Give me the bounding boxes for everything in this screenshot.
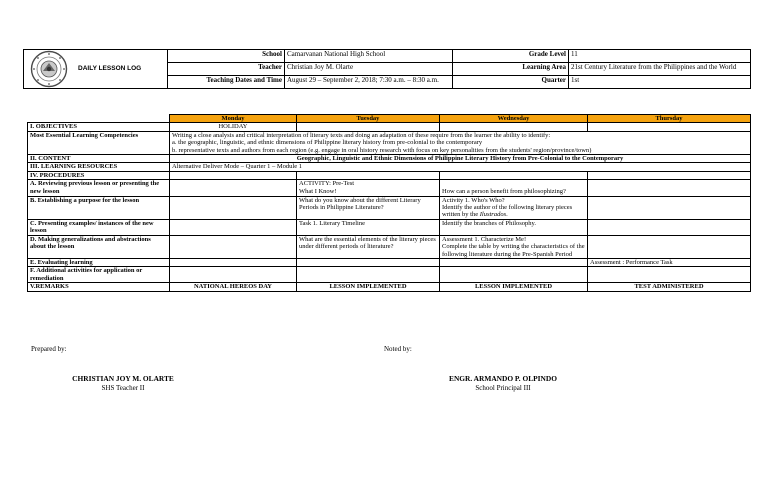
noted-by-label: Noted by: bbox=[384, 345, 412, 353]
day-monday: Monday bbox=[170, 115, 297, 123]
teaching-dates-value: August 29 – September 2, 2018; 7:30 a.m. – 8:30 a.m. bbox=[285, 76, 453, 89]
competency-line: b. representative texts and authors from each region (e.g. engage in oral history research with focus on key personalities from the students' region/province/town) bbox=[172, 146, 592, 154]
procedure-d-row bbox=[28, 235, 751, 258]
objectives-row bbox=[28, 123, 751, 131]
activity-text: Identify the author of the following literary pieces written by the bbox=[442, 204, 573, 219]
procedure-a-wednesday: How can a person benefit from philosophizing? bbox=[440, 180, 588, 196]
procedures-label: IV. PROCEDURES bbox=[28, 171, 170, 179]
lesson-plan-table bbox=[27, 114, 751, 292]
procedure-b-row bbox=[28, 196, 751, 219]
procedure-d-label: D. Making generalizations and abstractions about the lesson bbox=[28, 235, 170, 258]
quarter-value: 1st bbox=[569, 76, 751, 89]
competencies-label: Most Essential Learning Competencies bbox=[28, 131, 170, 154]
remarks-label: V.REMARKS bbox=[28, 283, 170, 291]
content-row bbox=[28, 155, 751, 163]
procedure-a-tuesday: ACTIVITY: Pre-Test What I Know! bbox=[297, 180, 440, 196]
logo-cell bbox=[24, 50, 168, 89]
procedure-f-row bbox=[28, 267, 751, 283]
resources-label: III. LEARNING RESOURCES bbox=[28, 163, 170, 171]
noted-by-block bbox=[438, 375, 568, 392]
teacher-value: Christian Joy M. Olarte bbox=[285, 63, 453, 76]
procedure-b-label: B. Establishing a purpose for the lesson bbox=[28, 196, 170, 219]
noted-by-name: ENGR. ARMANDO P. OLPINDO bbox=[449, 374, 557, 383]
teacher-label: Teacher bbox=[168, 63, 285, 76]
procedure-c-label: C. Presenting examples/ instances of the new lesson bbox=[28, 219, 170, 235]
prepared-by-name: CHRISTIAN JOY M. OLARTE bbox=[72, 374, 174, 383]
procedure-c-wednesday: Identify the branches of Philosophy. bbox=[440, 219, 588, 235]
quarter-label: Quarter bbox=[453, 76, 569, 89]
procedure-d-wednesday: Assessment 1. Characterize Me! Complete the table by writing the characteristics of the following literature during the Pre-Spanish Period bbox=[440, 235, 588, 258]
day-header-row bbox=[28, 115, 751, 123]
teaching-dates-label: Teaching Dates and Time bbox=[168, 76, 285, 89]
competencies-row bbox=[28, 131, 751, 154]
noted-by-title: School Principal III bbox=[475, 383, 531, 392]
procedure-b-tuesday: What do you know about the different Literary Periods in Philippine Literature? bbox=[297, 196, 440, 219]
procedure-e-label: E. Evaluating learning bbox=[28, 258, 170, 266]
prepared-by-title: SHS Teacher II bbox=[101, 383, 145, 392]
procedure-b-wednesday: Activity 1. Who's Who? Identify the author of the following literary pieces written by the Ilustrados. bbox=[440, 196, 588, 219]
day-thursday: Thursday bbox=[588, 115, 751, 123]
school-label: School bbox=[168, 50, 285, 63]
prepared-by-block bbox=[58, 375, 188, 392]
objectives-label: I. OBJECTIVES bbox=[28, 123, 170, 131]
remarks-wednesday: LESSON IMPLEMENTED bbox=[440, 283, 588, 291]
activity-title: Activity 1. Who's Who? bbox=[442, 196, 505, 204]
resources-row bbox=[28, 163, 751, 171]
remarks-tuesday: LESSON IMPLEMENTED bbox=[297, 283, 440, 291]
content-text: Geographic, Linguistic and Ethnic Dimensions of Philippine Literary History from Pre-Colonial to the Contemporary bbox=[170, 155, 751, 163]
monday-holiday: HOLIDAY bbox=[170, 123, 297, 131]
grade-level-label: Grade Level bbox=[453, 50, 569, 63]
procedure-a-label: A. Reviewing previous lesson or presenting the new lesson bbox=[28, 180, 170, 196]
learning-area-value: 21st Century Literature from the Philippines and the World bbox=[569, 63, 751, 76]
document-title: DAILY LESSON LOG bbox=[78, 64, 142, 72]
competency-line: Writing a close analysis and critical interpretation of literary texts and doing an adaptation of these require from the learner the ability to identify: bbox=[172, 131, 551, 139]
procedure-e-row bbox=[28, 258, 751, 266]
header-table bbox=[23, 49, 751, 89]
remarks-monday: NATIONAL HEREOS DAY bbox=[170, 283, 297, 291]
content-label: II. CONTENT bbox=[28, 155, 170, 163]
procedure-e-thursday: Assessment : Performance Task bbox=[588, 258, 751, 266]
deped-seal-logo bbox=[30, 50, 68, 88]
resources-text: Alternative Deliver Mode – Quarter 1 – Module 1 bbox=[170, 163, 751, 171]
prepared-by-label: Prepared by: bbox=[31, 345, 67, 353]
competency-line: a. the geographic, linguistic, and ethnic dimensions of Philippine literary history from pre-colonial to the contemporary bbox=[172, 139, 483, 147]
remarks-row bbox=[28, 283, 751, 291]
procedure-c-tuesday: Task 1. Literary Timeline bbox=[297, 219, 440, 235]
learning-area-label: Learning Area bbox=[453, 63, 569, 76]
school-value: Camarvanan National High School bbox=[285, 50, 453, 63]
day-wednesday: Wednesday bbox=[440, 115, 588, 123]
procedure-a-row bbox=[28, 180, 751, 196]
procedure-f-label: F. Additional activities for application or remediation bbox=[28, 267, 170, 283]
grade-level-value: 11 bbox=[569, 50, 751, 63]
procedure-d-tuesday: What are the essential elements of the literary pieces under different periods of literature? bbox=[297, 235, 440, 258]
activity-italic: Ilustrados bbox=[479, 211, 507, 219]
corner-cell bbox=[28, 115, 170, 123]
procedure-c-row bbox=[28, 219, 751, 235]
day-tuesday: Tuesday bbox=[297, 115, 440, 123]
procedures-row bbox=[28, 171, 751, 179]
remarks-thursday: TEST ADMINISTERED bbox=[588, 283, 751, 291]
competencies-text bbox=[170, 131, 751, 154]
